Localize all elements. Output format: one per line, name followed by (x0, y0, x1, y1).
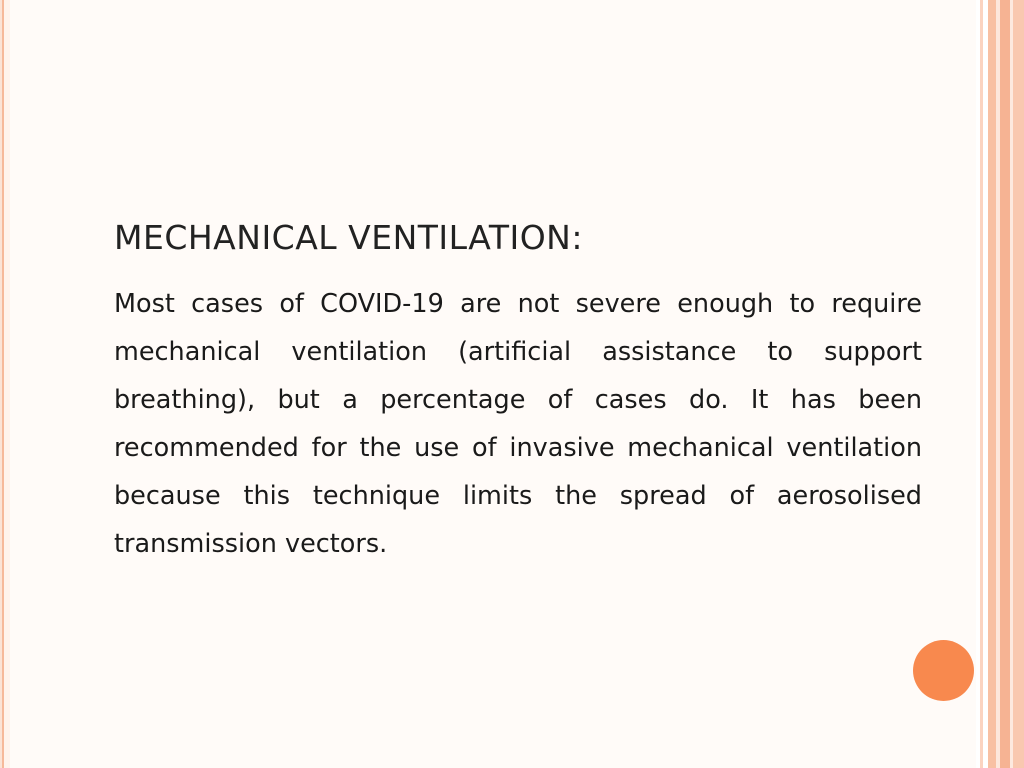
slide-body-text: Most cases of COVID-19 are not severe enough to require mechanical ventilation (artificial assistance to support breathing), but a percentage of cases do. It has been recommended for the use of invasive mechanical ventilation because this technique limits the spread of aerosolised transmission vectors. (114, 289, 922, 559)
left-border-stripe (0, 0, 10, 768)
right-border-stripes (976, 0, 1024, 768)
orange-circle-icon (913, 640, 974, 701)
slide-title: MECHANICAL VENTILATION: (114, 218, 583, 257)
